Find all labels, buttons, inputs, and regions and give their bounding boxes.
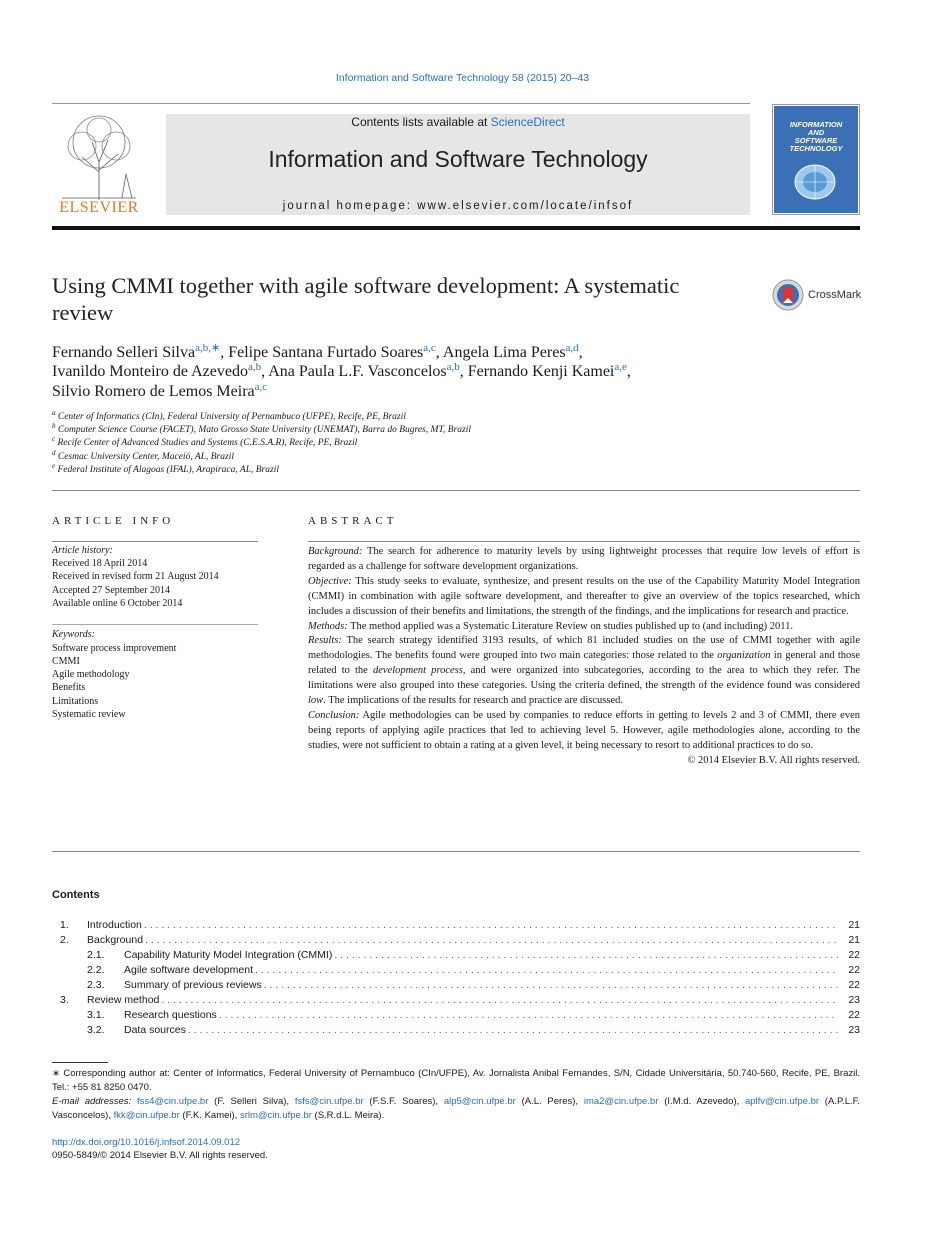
toc-page: 22	[848, 1009, 860, 1021]
email-owner: (I.M.d. Azevedo),	[658, 1096, 745, 1107]
keyword: Limitations	[52, 696, 99, 707]
toc-leader	[334, 949, 838, 964]
toc-title[interactable]: Data sources	[124, 1024, 186, 1036]
abstract-objective	[308, 575, 860, 620]
results-text: . The implications of the results for research and practice are discussed.	[323, 695, 623, 707]
doi-link[interactable]: http://dx.doi.org/10.1016/j.infsof.2014.09.012	[52, 1137, 241, 1148]
email-owner: (F. Selleri Silva),	[208, 1096, 295, 1107]
history-label: Article history:	[52, 545, 113, 556]
toc-leader	[219, 1009, 838, 1024]
affil-text: Center of Informatics (CIn), Federal University of Pernambuco (UFPE), Recife, PE, Brazil	[57, 412, 406, 422]
author-name[interactable]: Silvio Romero de Lemos Meira	[52, 383, 255, 400]
author-name[interactable]: Ivanildo Monteiro de Azevedo	[52, 363, 248, 380]
methods-text: The method applied was a Systematic Literature Review on studies published up to (and including) 2011.	[347, 620, 793, 632]
affil-key: a	[52, 409, 56, 417]
toc-num: 2.3.	[87, 979, 105, 991]
author-sep: ,	[578, 344, 583, 361]
history-item: Received in revised form 21 August 2014	[52, 571, 219, 582]
toc-item[interactable]	[60, 979, 860, 994]
toc-item[interactable]	[60, 964, 860, 979]
toc-leader	[255, 964, 838, 979]
cover-text-4: TECHNOLOGY	[789, 144, 843, 153]
author-line-3	[52, 381, 267, 401]
header-thick-rule	[52, 226, 860, 230]
toc-title[interactable]: Introduction	[87, 919, 142, 931]
keyword: Software process improvement	[52, 643, 177, 654]
journal-homepage[interactable]: journal homepage: www.elsevier.com/locate/infsof	[282, 200, 634, 212]
article-info-heading: ARTICLE INFO	[52, 515, 175, 527]
toc-num: 1.	[60, 919, 69, 931]
email-owner: (A.P.L.F. Vasconcelos),	[52, 1096, 861, 1121]
header-rule	[52, 103, 750, 104]
keyword: Benefits	[52, 682, 86, 693]
affil-text: Recife Center of Advanced Studies and Systems (C.E.S.A.R), Recife, PE, Brazil	[57, 438, 358, 448]
toc-item[interactable]	[60, 1024, 860, 1039]
author-line-1	[52, 341, 583, 362]
author-affil[interactable]: a,c	[423, 342, 436, 354]
toc-leader	[188, 1024, 838, 1039]
toc-title[interactable]: Review method	[87, 994, 160, 1006]
author-affil[interactable]: a,e	[614, 361, 627, 373]
objective-text: This study seeks to evaluate, synthesize, and present results on the use of the Capability Maturity Model Integration (CMMI) in combination with agile software development, and thereafter to give an overview of the topics researched, which includes a discussion of their benefits and limitations, the strength of the findings, and the implications for research and practice.	[308, 575, 860, 617]
contents-heading: Contents	[52, 889, 100, 901]
toc-num: 3.	[60, 994, 69, 1006]
email-owner: (F.S.F. Soares),	[363, 1096, 444, 1107]
author-affil[interactable]: a,d	[565, 342, 579, 354]
email-owner: (F.K. Kamei),	[179, 1110, 240, 1121]
toc-num: 3.2.	[87, 1024, 105, 1036]
affiliation-e	[52, 462, 279, 475]
contents-prefix: Contents lists available at	[351, 115, 491, 129]
cover-globe-icon	[792, 162, 838, 202]
journal-citation[interactable]: Information and Software Technology 58 (2015) 20–43	[335, 72, 590, 84]
toc-item[interactable]	[60, 949, 860, 964]
email-link[interactable]: fkk@cin.ufpe.br	[113, 1110, 180, 1121]
keyword: Agile methodology	[52, 669, 130, 680]
divider	[52, 490, 860, 491]
author-affil[interactable]: a,c	[254, 381, 268, 393]
affiliation-b	[52, 422, 471, 435]
abstract-body	[308, 545, 860, 769]
toc-leader	[161, 994, 838, 1009]
author-name[interactable]: Felipe Santana Furtado Soares	[228, 344, 424, 361]
abstract-heading: ABSTRACT	[308, 515, 398, 527]
author-sep: ,	[435, 344, 443, 361]
author-sep: ,	[220, 344, 229, 361]
affil-key: c	[52, 435, 56, 443]
cover-text-3: SOFTWARE	[794, 136, 838, 145]
toc-leader	[144, 919, 838, 934]
email-link[interactable]: alp5@cin.ufpe.br	[443, 1096, 516, 1107]
email-link[interactable]: aplfv@cin.ufpe.br	[744, 1096, 820, 1107]
toc-title[interactable]: Summary of previous reviews	[124, 979, 262, 991]
affil-text: Computer Science Course (FACET), Mato Grosso State University (UNEMAT), Barra do Bugres, MT, Brazil	[57, 425, 472, 435]
toc-item[interactable]	[60, 919, 860, 934]
conclusion-text: Agile methodologies can be used by companies to reduce efforts in getting to levels 2 and 3 of CMMI, there even being reports of applying agile practices that led to achieving level 5. However, agile methodologies alone, according to the studies, were not sufficient to obtain a rating at a given level, it being necessary to resort to additional practices to do so.	[308, 709, 860, 751]
affil-key: e	[52, 462, 56, 470]
author-sep: ,	[459, 363, 468, 380]
toc-page: 22	[848, 979, 860, 991]
abstract-results	[308, 634, 860, 709]
background-label: Background:	[308, 546, 363, 557]
divider	[52, 624, 258, 625]
results-emph: low	[308, 695, 324, 707]
toc-page: 22	[848, 964, 860, 976]
history-item: Accepted 27 September 2014	[52, 585, 171, 596]
article-title	[52, 272, 752, 326]
keyword: Systematic review	[52, 709, 126, 720]
affil-text: Cesmac University Center, Maceió, AL, Brazil	[57, 452, 234, 462]
email-link[interactable]: srlm@cin.ufpe.br	[239, 1110, 312, 1121]
history-item: Received 18 April 2014	[52, 558, 148, 569]
keywords-label: Keywords:	[52, 629, 95, 640]
journal-title: Information and Software Technology	[268, 146, 648, 172]
author-sep: ,	[261, 363, 269, 380]
author-name[interactable]: Ana Paula L.F. Vasconcelos	[268, 363, 447, 380]
author-name[interactable]: Fernando Kenji Kamei	[467, 363, 615, 380]
toc-item[interactable]	[60, 1009, 860, 1024]
affiliation-a	[52, 409, 406, 422]
author-affil[interactable]: a,b	[247, 361, 262, 373]
results-text: in general and those related to the	[308, 650, 861, 677]
email-link[interactable]: fsfs@cin.ufpe.br	[294, 1096, 364, 1107]
toc-leader	[145, 934, 838, 949]
author-name[interactable]: Fernando Selleri Silva	[52, 344, 196, 361]
affil-key: d	[52, 449, 56, 457]
toc-num: 3.1.	[87, 1009, 105, 1021]
methods-label: Methods:	[308, 620, 348, 632]
abstract-methods	[308, 620, 860, 635]
email-owner: (S.R.d.L. Meira).	[311, 1110, 385, 1121]
email-link[interactable]: ima2@cin.ufpe.br	[583, 1096, 659, 1107]
toc-page: 21	[848, 934, 860, 946]
email-owner: (A.L. Peres),	[515, 1096, 584, 1107]
email-label: E-mail addresses:	[52, 1096, 132, 1107]
results-emph: organization	[717, 650, 771, 662]
results-label: Results:	[308, 635, 342, 647]
toc-item[interactable]	[60, 934, 860, 949]
toc-title[interactable]: Capability Maturity Model Integration (CMMI)	[124, 949, 333, 961]
crossmark-icon[interactable]	[772, 279, 804, 311]
elsevier-tree-logo	[52, 112, 146, 200]
conclusion-label: Conclusion:	[308, 709, 360, 721]
article-title-line-1: Using CMMI together with agile software development: A systematic	[52, 273, 680, 298]
results-emph: development process	[372, 665, 463, 677]
toc-num: 2.	[60, 934, 69, 946]
affiliation-d	[52, 449, 234, 462]
toc-page: 23	[848, 1024, 860, 1036]
publisher-name: ELSEVIER	[59, 199, 139, 216]
footnote-rule	[52, 1062, 108, 1063]
abstract-background	[308, 545, 860, 575]
abstract-conclusion	[308, 709, 860, 754]
affil-text: Federal Institute of Alagoas (IFAL), Arapiraca, AL, Brazil	[57, 465, 279, 475]
toc-num: 2.1.	[87, 949, 105, 961]
toc-title[interactable]: Agile software development	[124, 964, 253, 976]
crossmark-label[interactable]: CrossMark	[808, 289, 862, 301]
email-addresses	[52, 1095, 860, 1123]
toc-page: 21	[848, 919, 860, 931]
toc-leader	[264, 979, 838, 994]
toc-page: 23	[848, 994, 860, 1006]
toc-page: 22	[848, 949, 860, 961]
author-affil[interactable]: a,b,∗	[195, 342, 221, 354]
cover-text-1: INFORMATION	[789, 120, 843, 129]
divider	[308, 541, 860, 542]
author-line-2	[52, 361, 631, 381]
author-sep: ,	[626, 363, 631, 380]
issn-copyright: 0950-5849/© 2014 Elsevier B.V. All rights reserved.	[52, 1150, 268, 1161]
toc-title[interactable]: Background	[87, 934, 144, 946]
corresponding-author-note: ∗ Corresponding author at: Center of Informatics, Federal University of Pernambuco (CIn/UFPE), Av. Jornalista Anibal Fernandes, S/N, Cidade Universitária, 50.740-560, Recife, PE, Brazil. Tel.: +55 81 8250 0470.	[52, 1068, 860, 1093]
email-link[interactable]: fss4@cin.ufpe.br	[136, 1096, 209, 1107]
affiliation-c	[52, 435, 357, 448]
cover-text-2: AND	[807, 128, 825, 137]
article-title-line-2: review	[52, 300, 114, 325]
author-name[interactable]: Angela Lima Peres	[442, 344, 566, 361]
sciencedirect-link[interactable]: ScienceDirect	[490, 115, 565, 129]
toc-title[interactable]: Research questions	[124, 1009, 217, 1021]
divider	[52, 541, 258, 542]
results-text: The search strategy identified 3193 results, of which 81 included studies on the use of CMMI together with agile methodologies. The benefits found were grouped into two main categories: those related to the	[308, 635, 860, 662]
author-affil[interactable]: a,b	[446, 361, 460, 373]
toc-num: 2.2.	[87, 964, 105, 976]
divider	[52, 851, 860, 852]
background-text: The search for adherence to maturity levels by using lightweight processes that require low levels of effort is regarded as a challenge for software development organizations.	[308, 546, 860, 572]
affil-key: b	[52, 422, 56, 430]
toc-item[interactable]	[60, 994, 860, 1009]
keyword: CMMI	[52, 656, 80, 667]
history-item: Available online 6 October 2014	[52, 598, 183, 609]
objective-label: Objective:	[308, 575, 352, 587]
abstract-copyright: © 2014 Elsevier B.V. All rights reserved.	[687, 754, 860, 766]
results-text: , and were organized into subcategories, according to the area to which they refer. The limitations were also grouped into these categories. Using the criteria defined, the strength of the evidence found was considered	[308, 665, 861, 692]
contents-available	[166, 115, 750, 129]
